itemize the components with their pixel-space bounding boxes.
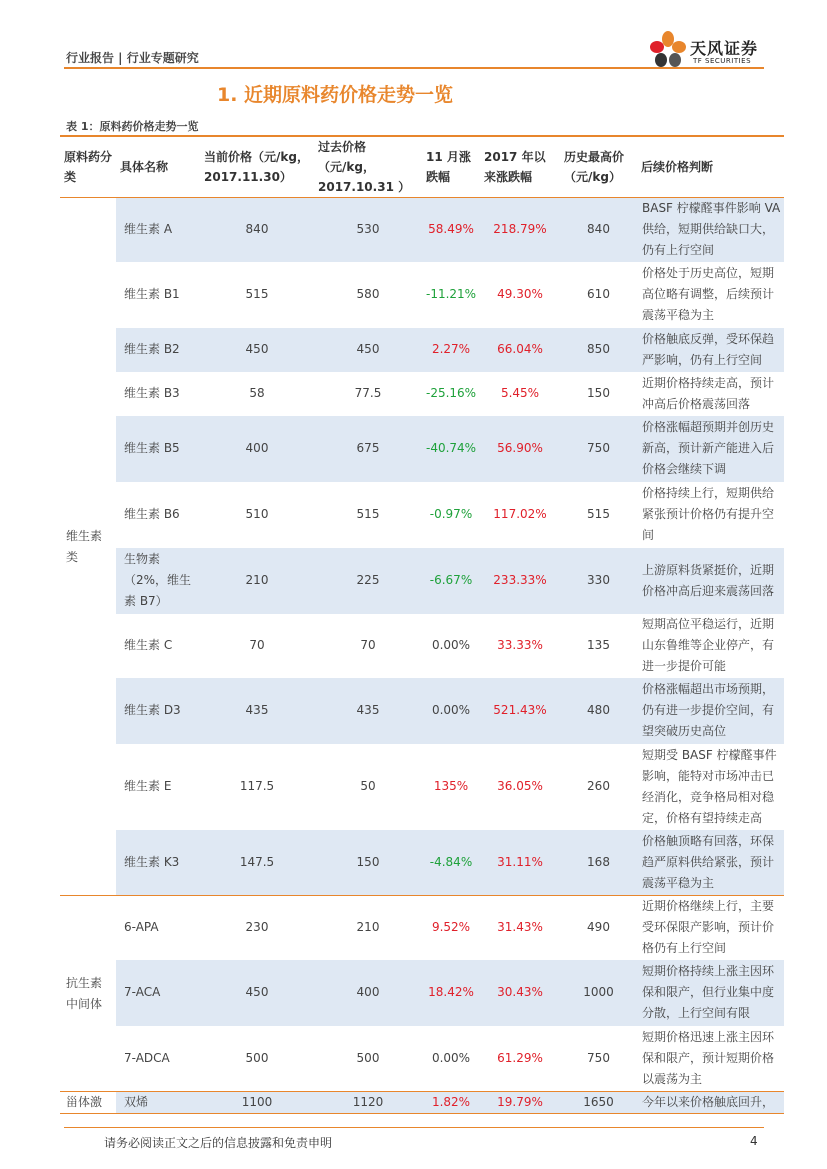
- table-row: [60, 548, 784, 614]
- header-divider: [64, 67, 764, 69]
- past-price-cell: 580: [356, 287, 380, 301]
- price-table-wrapper: [60, 135, 784, 1114]
- outlook-cell: 短期价格迅速上涨主因环保和限产，预计短期价格以震荡为主: [637, 1026, 784, 1092]
- table-row: [60, 328, 784, 372]
- table-row: [60, 198, 784, 262]
- outlook-cell: 今年以来价格触底回升，: [637, 1092, 784, 1114]
- current-price-cell: 1100: [200, 1092, 314, 1114]
- ytd-change-cell: 521.43%: [480, 678, 560, 744]
- past-price-cell: 435: [314, 678, 422, 744]
- logo-name: 天风证券: [690, 39, 759, 58]
- ytd-change-cell: 36.05%: [497, 779, 543, 793]
- hist-high-cell: 610: [587, 287, 610, 301]
- past-price-cell: 77.5: [354, 386, 382, 400]
- category-cell: 甾体激: [60, 1092, 116, 1114]
- outlook-cell: 价格涨幅超出市场预期，仍有进一步提价空间，有望突破历史高位: [637, 678, 784, 744]
- current-price-cell: 450: [200, 960, 314, 1026]
- past-price-cell: 70: [360, 638, 376, 652]
- past-price-cell: 150: [314, 830, 422, 896]
- past-price-cell: 1120: [314, 1092, 422, 1114]
- item-name-cell: 维生素 B3: [124, 386, 180, 400]
- company-logo: [648, 30, 778, 70]
- ytd-change-cell: 19.79%: [480, 1092, 560, 1114]
- nov-change-cell: 0.00%: [422, 1026, 480, 1092]
- table-row: [60, 960, 784, 1026]
- outlook-cell: 上游原料货紧挺价，近期价格冲高后迎来震荡回落: [637, 548, 784, 614]
- col-header-outlook: 后续价格判断: [641, 160, 714, 174]
- nov-change-cell: 0.00%: [431, 638, 471, 652]
- item-name-cell: 7-ACA: [116, 960, 200, 1026]
- nov-change-cell: -11.21%: [426, 287, 477, 301]
- footer-disclaimer: 请务必阅读正文之后的信息披露和免责申明: [104, 1136, 333, 1150]
- nov-change-cell: 135%: [433, 779, 469, 793]
- past-price-cell: 225: [314, 548, 422, 614]
- nov-change-cell: 9.52%: [431, 920, 471, 935]
- current-price-cell: 400: [200, 416, 314, 482]
- ytd-change-cell: 117.02%: [493, 507, 547, 521]
- nov-change-cell: -0.97%: [429, 507, 473, 521]
- section-title: 1. 近期原料药价格走势一览: [217, 84, 454, 106]
- item-name-cell: 维生素 D3: [116, 678, 200, 744]
- current-price-cell: 435: [200, 678, 314, 744]
- item-name-cell: 维生素 E: [124, 779, 172, 793]
- past-price-cell: 450: [314, 328, 422, 372]
- nov-change-cell: -40.74%: [422, 416, 480, 482]
- outlook-cell: 价格处于历史高位，短期高位略有调整，后续预计震荡平稳为主: [642, 266, 775, 322]
- table-row: [60, 416, 784, 482]
- outlook-cell: 价格涨幅超预期并创历史新高，预计新产能进入后价格会继续下调: [637, 416, 784, 482]
- nov-change-cell: -4.84%: [422, 830, 480, 896]
- nov-change-cell: 2.27%: [422, 328, 480, 372]
- current-price-cell: 500: [200, 1026, 314, 1092]
- footer-divider: [64, 1127, 764, 1128]
- table-row: [60, 1092, 784, 1114]
- hist-high-cell: 480: [560, 678, 637, 744]
- hist-high-cell: 330: [560, 548, 637, 614]
- ytd-change-cell: 218.79%: [480, 198, 560, 262]
- current-price-cell: 58: [249, 386, 265, 400]
- ytd-change-cell: 33.33%: [497, 638, 543, 652]
- nov-change-cell: 0.00%: [422, 678, 480, 744]
- table-row: [60, 482, 784, 548]
- ytd-change-cell: 31.43%: [497, 920, 543, 935]
- report-type-label: 行业报告 | 行业专题研究: [66, 51, 199, 65]
- hist-high-cell: 168: [560, 830, 637, 896]
- nov-change-cell: 1.82%: [422, 1092, 480, 1114]
- item-name-cell: 生物素（2%，维生素 B7）: [116, 548, 200, 614]
- item-name-cell: 维生素 K3: [116, 830, 200, 896]
- nov-change-cell: -25.16%: [426, 386, 477, 400]
- ytd-change-cell: 31.11%: [480, 830, 560, 896]
- hist-high-cell: 515: [587, 507, 610, 521]
- ytd-change-cell: 61.29%: [480, 1026, 560, 1092]
- current-price-cell: 510: [245, 507, 269, 521]
- outlook-cell: 价格持续上行，短期供给紧张预计价格仍有提升空间: [642, 486, 775, 542]
- ytd-change-cell: 233.33%: [480, 548, 560, 614]
- item-name-cell: 维生素 C: [124, 638, 173, 652]
- ytd-change-cell: 66.04%: [480, 328, 560, 372]
- hist-high-cell: 1000: [560, 960, 637, 1026]
- current-price-cell: 117.5: [239, 779, 275, 793]
- col-header-ytd-change: 2017 年以来涨跌幅: [484, 150, 546, 184]
- current-price-cell: 840: [200, 198, 314, 262]
- outlook-cell: 近期价格持续走高，预计冲高后价格震荡回落: [642, 375, 775, 411]
- table-row: [60, 896, 784, 960]
- col-header-name: 具体名称: [120, 160, 169, 174]
- current-price-cell: 210: [200, 548, 314, 614]
- ytd-change-cell: 30.43%: [480, 960, 560, 1026]
- nov-change-cell: 18.42%: [422, 960, 480, 1026]
- hist-high-cell: 1650: [560, 1092, 637, 1114]
- outlook-cell: 短期高位平稳运行，近期山东鲁维等企业停产，有进一步提价可能: [642, 617, 775, 673]
- table-body: [60, 198, 784, 1114]
- table-row: [60, 1026, 784, 1092]
- past-price-cell: 210: [356, 920, 380, 935]
- flower-logo-icon: [648, 30, 688, 70]
- current-price-cell: 147.5: [200, 830, 314, 896]
- table-row: [60, 744, 784, 830]
- past-price-cell: 530: [314, 198, 422, 262]
- nov-change-cell: -6.67%: [422, 548, 480, 614]
- outlook-cell: BASF 柠檬醛事件影响 VA 供给，短期供给缺口大，仍有上行空间: [637, 198, 784, 262]
- outlook-cell: 短期受 BASF 柠檬醛事件影响，能特对市场冲击已经消化，竞争格局相对稳定，价格有望持续走高: [642, 747, 777, 825]
- current-price-cell: 230: [245, 920, 269, 935]
- outlook-cell: 价格触顶略有回落，环保趋严原料供给紧张，预计震荡平稳为主: [637, 830, 784, 896]
- item-name-cell: 维生素 B5: [116, 416, 200, 482]
- ytd-change-cell: 49.30%: [497, 287, 543, 301]
- table-caption: 表 1：原料药价格走势一览: [66, 120, 199, 133]
- col-header-past-price: 过去价格（元/kg，2017.10.31 ）: [318, 140, 411, 194]
- category-cell: 抗生素中间体: [60, 896, 116, 1092]
- table-row: [60, 830, 784, 896]
- col-header-current-price: 当前价格（元/kg，2017.11.30）: [204, 150, 309, 184]
- table-row: [60, 614, 784, 678]
- hist-high-cell: 135: [587, 638, 610, 652]
- table-header-row: [60, 136, 784, 198]
- page-number: 4: [750, 1134, 758, 1148]
- current-price-cell: 70: [249, 638, 265, 652]
- hist-high-cell: 750: [560, 1026, 637, 1092]
- ytd-change-cell: 5.45%: [500, 386, 540, 400]
- item-name-cell: 7-ADCA: [116, 1026, 200, 1092]
- outlook-cell: 近期价格继续上行，主要受环保限产影响，预计价格仍有上行空间: [642, 899, 775, 956]
- item-name-cell: 维生素 A: [116, 198, 200, 262]
- item-name-cell: 6-APA: [124, 920, 159, 935]
- logo-subtitle: TF SECURITIES: [693, 57, 752, 65]
- hist-high-cell: 260: [587, 779, 610, 793]
- hist-high-cell: 750: [560, 416, 637, 482]
- table-row: [60, 372, 784, 416]
- past-price-cell: 400: [314, 960, 422, 1026]
- hist-high-cell: 840: [560, 198, 637, 262]
- hist-high-cell: 850: [560, 328, 637, 372]
- col-header-hist-high: 历史最高价（元/kg）: [564, 150, 625, 184]
- table-row: [60, 262, 784, 328]
- hist-high-cell: 150: [587, 386, 610, 400]
- outlook-cell: 短期价格持续上涨主因环保和限产，但行业集中度分散，上行空间有限: [637, 960, 784, 1026]
- current-price-cell: 450: [200, 328, 314, 372]
- price-table: [60, 135, 784, 1114]
- hist-high-cell: 490: [587, 920, 610, 935]
- past-price-cell: 50: [360, 779, 376, 793]
- past-price-cell: 675: [314, 416, 422, 482]
- current-price-cell: 515: [245, 287, 269, 301]
- table-row: [60, 678, 784, 744]
- category-cell: 维生素类: [60, 198, 116, 896]
- past-price-cell: 515: [356, 507, 380, 521]
- item-name-cell: 维生素 B1: [124, 287, 180, 301]
- item-name-cell: 维生素 B2: [116, 328, 200, 372]
- outlook-cell: 价格触底反弹，受环保趋严影响，仍有上行空间: [637, 328, 784, 372]
- col-header-nov-change: 11 月涨跌幅: [426, 150, 471, 184]
- item-name-cell: 双烯: [116, 1092, 200, 1114]
- ytd-change-cell: 56.90%: [480, 416, 560, 482]
- col-header-category: 原料药分类: [64, 150, 113, 184]
- nov-change-cell: 58.49%: [422, 198, 480, 262]
- item-name-cell: 维生素 B6: [124, 507, 180, 521]
- past-price-cell: 500: [314, 1026, 422, 1092]
